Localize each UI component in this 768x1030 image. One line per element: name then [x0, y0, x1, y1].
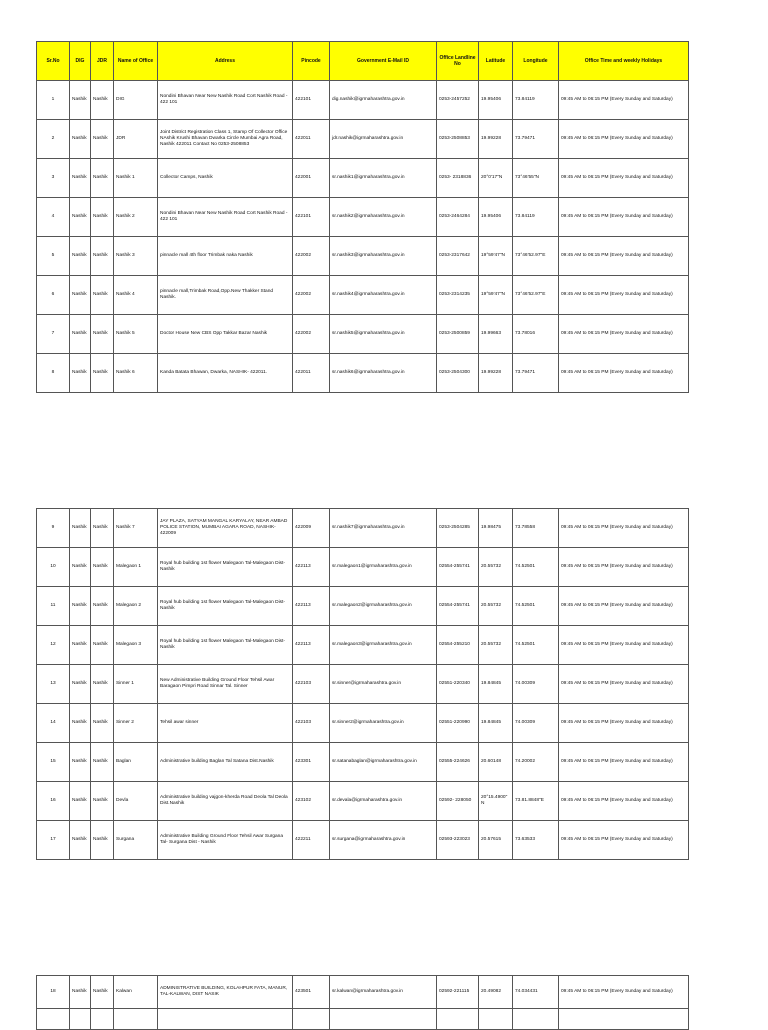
- header-row: [37, 42, 689, 81]
- cell-sr-no: 6: [37, 276, 70, 315]
- cell-address: Collector Camps, Nashik: [158, 159, 293, 198]
- cell-pincode: 422101: [293, 81, 330, 120]
- cell-landline: 02593-223023: [437, 821, 479, 860]
- cell-office-time: 09:45 AM to 06:15 PM (Every Sunday and Saturday): [559, 315, 689, 354]
- cell-jdr: Nashik: [91, 704, 114, 743]
- cell-sr-no: 15: [37, 743, 70, 782]
- table-row: [37, 626, 689, 665]
- cell-sr-no: 14: [37, 704, 70, 743]
- table-row: [37, 548, 689, 587]
- cell-jdr: Nashik: [91, 159, 114, 198]
- cell-address: Royal hub building 1st flower Malegaon Tal-Malegaon Dist-Nashik: [158, 587, 293, 626]
- cell-jdr: Nashik: [91, 81, 114, 120]
- cell-email: sr.sinner@igrmaharashtra.gov.in: [330, 665, 437, 704]
- cell-email: jdr.nashik@igrmaharashtra.gov.in: [330, 120, 437, 159]
- cell-office-time: 09:45 AM to 06:15 PM (Every Sunday and Saturday): [559, 626, 689, 665]
- cell-pincode: 423102: [293, 782, 330, 821]
- header-landline: Office Landline No: [437, 42, 479, 81]
- cell-office: Nashik 4: [114, 276, 158, 315]
- cell-landline: 0253-2314235: [437, 276, 479, 315]
- cell-longitude: 73°46'52.97"E: [513, 276, 559, 315]
- cell-latitude: 20°0'17"N: [479, 159, 513, 198]
- table-row: [37, 354, 689, 393]
- cell-sr-no: 9: [37, 509, 70, 548]
- cell-email: sr.malegaon2@igrmaharashtra.gov.in: [330, 587, 437, 626]
- cell-dig: Nashik: [70, 237, 91, 276]
- cell-pincode: 423501: [293, 976, 330, 1009]
- cell-address: JAY PLAZA, SATYAM MANGAL KARYALAY, NEAR AMBAD POLICE STATION, MUMBAI AGARA ROAD, NASHIK- 422009: [158, 509, 293, 548]
- cell-address: Joint District Registration Class 1, Stamp Of Collector Office NAshik Krushi Bhavan Dwarka Circle Mumbai Agra Road, Nashik 422011 Contact No 0253-2508853: [158, 120, 293, 159]
- cell-office: DIG: [114, 81, 158, 120]
- cell-dig: Nashik: [70, 159, 91, 198]
- header-pincode: Pincode: [293, 42, 330, 81]
- cell-jdr: Nashik: [91, 782, 114, 821]
- offices-table-page-3: [36, 975, 689, 1030]
- header-latitude: Latitude: [479, 42, 513, 81]
- cell-office: Malegaon 1: [114, 548, 158, 587]
- cell-dig: Nashik: [70, 276, 91, 315]
- cell-sr-no: 5: [37, 237, 70, 276]
- table-row: [37, 237, 689, 276]
- header-office-time: Office Time and weekly Holidays: [559, 42, 689, 81]
- table-row: [37, 665, 689, 704]
- cell-address: pinnacle mall,Trimbak Road,Opp.New Thakker Stand Nashik.: [158, 276, 293, 315]
- cell-jdr: Nashik: [91, 665, 114, 704]
- table-continuation: [37, 1009, 689, 1030]
- table-body-page-2: [37, 509, 689, 860]
- cell-office: Sinner 2: [114, 704, 158, 743]
- cell-jdr: Nashik: [91, 626, 114, 665]
- cell-email: sr.nashik1@igrmaharashtra.gov.in: [330, 159, 437, 198]
- cell-landline: 0253-2508853: [437, 120, 479, 159]
- cell-address: pinnacle mall 4th floor Trimbak naka Nashik: [158, 237, 293, 276]
- cell-sr-no: 4: [37, 198, 70, 237]
- cell-longitude: 73.79471: [513, 120, 559, 159]
- cell-jdr: Nashik: [91, 198, 114, 237]
- cell-dig: Nashik: [70, 821, 91, 860]
- cell-email: sr.sinner2@igrmaharashtra.gov.in: [330, 704, 437, 743]
- offices-table-page-2: [36, 508, 689, 860]
- cell-office-time: 09:45 AM to 06:15 PM (Every Sunday and Saturday): [559, 159, 689, 198]
- cell-email: dig.nashik@igrmaharashtra.gov.in: [330, 81, 437, 120]
- cell-longitude: 73.78558: [513, 509, 559, 548]
- cell-jdr: Nashik: [91, 509, 114, 548]
- cell-jdr: Nashik: [91, 976, 114, 1009]
- cell-office-time: 09:45 AM to 06:15 PM (Every Sunday and Saturday): [559, 548, 689, 587]
- cell-office-time: 09:45 AM to 06:15 PM (Every Sunday and Saturday): [559, 120, 689, 159]
- cell-jdr: Nashik: [91, 548, 114, 587]
- cell-email: sr.surgana@igrmaharashtra.gov.in: [330, 821, 437, 860]
- cell-longitude: 74.034431: [513, 976, 559, 1009]
- cell-office-time: 09:45 AM to 06:15 PM (Every Sunday and Saturday): [559, 198, 689, 237]
- cell-landline: 0253-2457252: [437, 81, 479, 120]
- cell-landline: 0253-2504300: [437, 354, 479, 393]
- cell-latitude: 20.49082: [479, 976, 513, 1009]
- cell-latitude: 20.55732: [479, 587, 513, 626]
- cell-office: Malegaon 2: [114, 587, 158, 626]
- cell-office-time: 09:45 AM to 06:15 PM (Every Sunday and Saturday): [559, 704, 689, 743]
- cell-dig: Nashik: [70, 782, 91, 821]
- cell-jdr: Nashik: [91, 587, 114, 626]
- cell-email: sr.nashik6@igrmaharashtra.gov.in: [330, 354, 437, 393]
- cell-longitude: 73°46'55"N: [513, 159, 559, 198]
- cell-dig: Nashik: [70, 587, 91, 626]
- cell-landline: 02554-255210: [437, 626, 479, 665]
- cell-office-time: 09:45 AM to 06:15 PM (Every Sunday and Saturday): [559, 587, 689, 626]
- cell-address: Nondini Bhavan Near New Nashik Road Cort Nashik Road - 422 101: [158, 198, 293, 237]
- cell-office: Nashik 7: [114, 509, 158, 548]
- cell-email: sr.nashik7@igrmaharashtra.gov.in: [330, 509, 437, 548]
- cell-longitude: 74.20002: [513, 743, 559, 782]
- cell-sr-no: 16: [37, 782, 70, 821]
- table-row: [37, 509, 689, 548]
- cell-pincode: 422103: [293, 665, 330, 704]
- header-sr-no: Sr.No: [37, 42, 70, 81]
- cell-longitude: 73.63533: [513, 821, 559, 860]
- cell-sr-no: 1: [37, 81, 70, 120]
- cell-longitude: 73.79471: [513, 354, 559, 393]
- cell-landline: 02555-224626: [437, 743, 479, 782]
- cell-office-time: 09:45 AM to 06:15 PM (Every Sunday and Saturday): [559, 743, 689, 782]
- cell-latitude: 19.99663: [479, 315, 513, 354]
- cell-dig: Nashik: [70, 120, 91, 159]
- cell-office-time: 09:45 AM to 06:15 PM (Every Sunday and Saturday): [559, 821, 689, 860]
- cell-address: Royal hub building 1st flower Malegaon Tal-Malegaon Dist-Nashik: [158, 548, 293, 587]
- cell-latitude: 19°59'47"N: [479, 237, 513, 276]
- cell-landline: 02554-255741: [437, 548, 479, 587]
- cell-dig: Nashik: [70, 315, 91, 354]
- cell-pincode: 422002: [293, 315, 330, 354]
- cell-latitude: 19°59'47"N: [479, 276, 513, 315]
- cell-pincode: 422101: [293, 198, 330, 237]
- cell-office-time: 09:45 AM to 06:15 PM (Every Sunday and Saturday): [559, 782, 689, 821]
- cell-sr-no: 12: [37, 626, 70, 665]
- cell-sr-no: 7: [37, 315, 70, 354]
- cell-latitude: 19.84845: [479, 665, 513, 704]
- cell-landline: 02551-220990: [437, 704, 479, 743]
- table-row: [37, 976, 689, 1009]
- cell-address: Administrative building vajgon-kherda Road Deola Tal Deola Dist.Nashik: [158, 782, 293, 821]
- cell-office-time: 09:45 AM to 06:15 PM (Every Sunday and Saturday): [559, 509, 689, 548]
- cell-latitude: 20°15.4900"N: [479, 782, 513, 821]
- cell-office: Surgana: [114, 821, 158, 860]
- cell-address: Administrative Building Ground Floor Tehsil Awar Surgana Tal- Surgana Dist - Nashik: [158, 821, 293, 860]
- cell-address: Tehsil awar sinner: [158, 704, 293, 743]
- cell-dig: Nashik: [70, 198, 91, 237]
- cell-office: Nashik 6: [114, 354, 158, 393]
- cell-office-time: 09:45 AM to 06:15 PM (Every Sunday and Saturday): [559, 237, 689, 276]
- cell-landline: 02554-255741: [437, 587, 479, 626]
- cell-pincode: 422211: [293, 821, 330, 860]
- cell-jdr: Nashik: [91, 743, 114, 782]
- cell-dig: Nashik: [70, 976, 91, 1009]
- cell-latitude: 20.55732: [479, 626, 513, 665]
- table-row-partial: [37, 1009, 689, 1030]
- cell-pincode: 422011: [293, 354, 330, 393]
- cell-office: Nashik 2: [114, 198, 158, 237]
- cell-sr-no: 18: [37, 976, 70, 1009]
- header-address: Address: [158, 42, 293, 81]
- cell-latitude: 20.57615: [479, 821, 513, 860]
- cell-dig: Nashik: [70, 81, 91, 120]
- cell-latitude: 19.95406: [479, 81, 513, 120]
- cell-sr-no: 8: [37, 354, 70, 393]
- cell-latitude: 20.55732: [479, 548, 513, 587]
- cell-landline: 0253-2464284: [437, 198, 479, 237]
- cell-office-time: 09:45 AM to 06:15 PM (Every Sunday and Saturday): [559, 81, 689, 120]
- cell-email: sr.devala@igrmaharashtra.gov.in: [330, 782, 437, 821]
- table-row: [37, 587, 689, 626]
- cell-address: Administrative building Baglan Tal Satana Dist.Nashik: [158, 743, 293, 782]
- cell-jdr: Nashik: [91, 354, 114, 393]
- offices-table-page-1: [36, 41, 689, 393]
- cell-office: Kalwan: [114, 976, 158, 1009]
- cell-landline: 0253-2317642: [437, 237, 479, 276]
- cell-pincode: 422002: [293, 276, 330, 315]
- cell-office: Sinner 1: [114, 665, 158, 704]
- table-row: [37, 821, 689, 860]
- cell-address: Nondini Bhavan Near New Nashik Road Cort Nashik Road - 422 101: [158, 81, 293, 120]
- cell-dig: Nashik: [70, 548, 91, 587]
- cell-pincode: 422001: [293, 159, 330, 198]
- cell-longitude: 73.81.8848"E: [513, 782, 559, 821]
- cell-sr-no: 17: [37, 821, 70, 860]
- cell-pincode: 422113: [293, 626, 330, 665]
- cell-latitude: 19.99228: [479, 354, 513, 393]
- cell-jdr: Nashik: [91, 237, 114, 276]
- cell-longitude: 74.00309: [513, 704, 559, 743]
- header-jdr: JDR: [91, 42, 114, 81]
- cell-landline: 0253- 2318836: [437, 159, 479, 198]
- cell-sr-no: 2: [37, 120, 70, 159]
- table-row: [37, 782, 689, 821]
- cell-dig: Nashik: [70, 743, 91, 782]
- table-row: [37, 120, 689, 159]
- cell-longitude: 74.52501: [513, 548, 559, 587]
- cell-office-time: 09:45 AM to 06:15 PM (Every Sunday and Saturday): [559, 665, 689, 704]
- cell-jdr: Nashik: [91, 821, 114, 860]
- cell-office: Malegaon 3: [114, 626, 158, 665]
- table-row: [37, 315, 689, 354]
- cell-pincode: 422113: [293, 548, 330, 587]
- cell-dig: Nashik: [70, 509, 91, 548]
- table-row: [37, 159, 689, 198]
- cell-dig: Nashik: [70, 354, 91, 393]
- cell-longitude: 73°46'52.97"E: [513, 237, 559, 276]
- cell-email: sr.nashik2@igrmaharashtra.gov.in: [330, 198, 437, 237]
- cell-office: Nashik 5: [114, 315, 158, 354]
- table-row: [37, 81, 689, 120]
- cell-sr-no: 11: [37, 587, 70, 626]
- cell-latitude: 19.99228: [479, 120, 513, 159]
- cell-landline: 02592-221115: [437, 976, 479, 1009]
- cell-jdr: Nashik: [91, 315, 114, 354]
- header-longitude: Longitude: [513, 42, 559, 81]
- cell-landline: 0253-2500859: [437, 315, 479, 354]
- cell-pincode: 422011: [293, 120, 330, 159]
- cell-office: JDR: [114, 120, 158, 159]
- table-row: [37, 198, 689, 237]
- cell-jdr: Nashik: [91, 276, 114, 315]
- cell-dig: Nashik: [70, 665, 91, 704]
- cell-latitude: 19.84845: [479, 704, 513, 743]
- table-body-page-1: [37, 81, 689, 393]
- cell-longitude: 73.84119: [513, 81, 559, 120]
- cell-address: Royal hub building 1st flower Malegaon Tal-Malegaon Dist-Nashik: [158, 626, 293, 665]
- cell-pincode: 422002: [293, 237, 330, 276]
- cell-latitude: 19.98475: [479, 509, 513, 548]
- cell-email: sr.nashik4@igrmaharashtra.gov.in: [330, 276, 437, 315]
- cell-office: Nashik 3: [114, 237, 158, 276]
- cell-pincode: 422009: [293, 509, 330, 548]
- cell-email: sr.satanabaglan@igrmaharashtra.gov.in: [330, 743, 437, 782]
- cell-address: Doctor House New CBS Opp Takkar Bazar Nashik: [158, 315, 293, 354]
- cell-landline: 0253-2504285: [437, 509, 479, 548]
- cell-longitude: 74.00309: [513, 665, 559, 704]
- table-row: [37, 704, 689, 743]
- cell-sr-no: 10: [37, 548, 70, 587]
- table-row: [37, 743, 689, 782]
- cell-latitude: 19.95406: [479, 198, 513, 237]
- cell-sr-no: 13: [37, 665, 70, 704]
- cell-email: sr.nashik3@igrmaharashtra.gov.in: [330, 237, 437, 276]
- cell-office: Devla: [114, 782, 158, 821]
- cell-office-time: 09:45 AM to 06:15 PM (Every Sunday and Saturday): [559, 276, 689, 315]
- cell-latitude: 20.60148: [479, 743, 513, 782]
- cell-pincode: 422103: [293, 704, 330, 743]
- header-email: Government E-Mail ID: [330, 42, 437, 81]
- cell-email: sr.malegaon1@igrmaharashtra.gov.in: [330, 548, 437, 587]
- cell-office-time: 09:45 AM to 06:15 PM (Every Sunday and Saturday): [559, 354, 689, 393]
- cell-email: sr.malegaon3@igrmaharashtra.gov.in: [330, 626, 437, 665]
- cell-office-time: 09:45 AM to 06:15 PM (Every Sunday and Saturday): [559, 976, 689, 1009]
- cell-landline: 02592- 228050: [437, 782, 479, 821]
- cell-dig: Nashik: [70, 704, 91, 743]
- cell-email: sr.nashik5@igrmaharashtra.gov.in: [330, 315, 437, 354]
- cell-landline: 02551-220340: [437, 665, 479, 704]
- cell-office: Baglan: [114, 743, 158, 782]
- cell-longitude: 73.78016: [513, 315, 559, 354]
- table-body-page-3: [37, 976, 689, 1009]
- cell-longitude: 73.84119: [513, 198, 559, 237]
- header-office: Name of Office: [114, 42, 158, 81]
- table-row: [37, 276, 689, 315]
- cell-address: ADMINISTRATIVE BUILDING, KOLAHPUR FATA, MANUR, TAL-KALWAN, DIST NASIK: [158, 976, 293, 1009]
- header-dig: DIG: [70, 42, 91, 81]
- cell-sr-no: 3: [37, 159, 70, 198]
- cell-longitude: 74.52501: [513, 626, 559, 665]
- cell-address: Kanda Batata Bhawan, Dwarka, NASHIK- 422011.: [158, 354, 293, 393]
- cell-dig: Nashik: [70, 626, 91, 665]
- cell-email: sr.kalwan@igrmaharashtra.gov.in: [330, 976, 437, 1009]
- cell-pincode: 422113: [293, 587, 330, 626]
- cell-pincode: 423301: [293, 743, 330, 782]
- cell-jdr: Nashik: [91, 120, 114, 159]
- cell-office: Nashik 1: [114, 159, 158, 198]
- cell-longitude: 74.52501: [513, 587, 559, 626]
- cell-address: New Administrative Building Ground Floor Tehsil Awar Baragaon Pimpri Road Sinnar Tal. Sinner: [158, 665, 293, 704]
